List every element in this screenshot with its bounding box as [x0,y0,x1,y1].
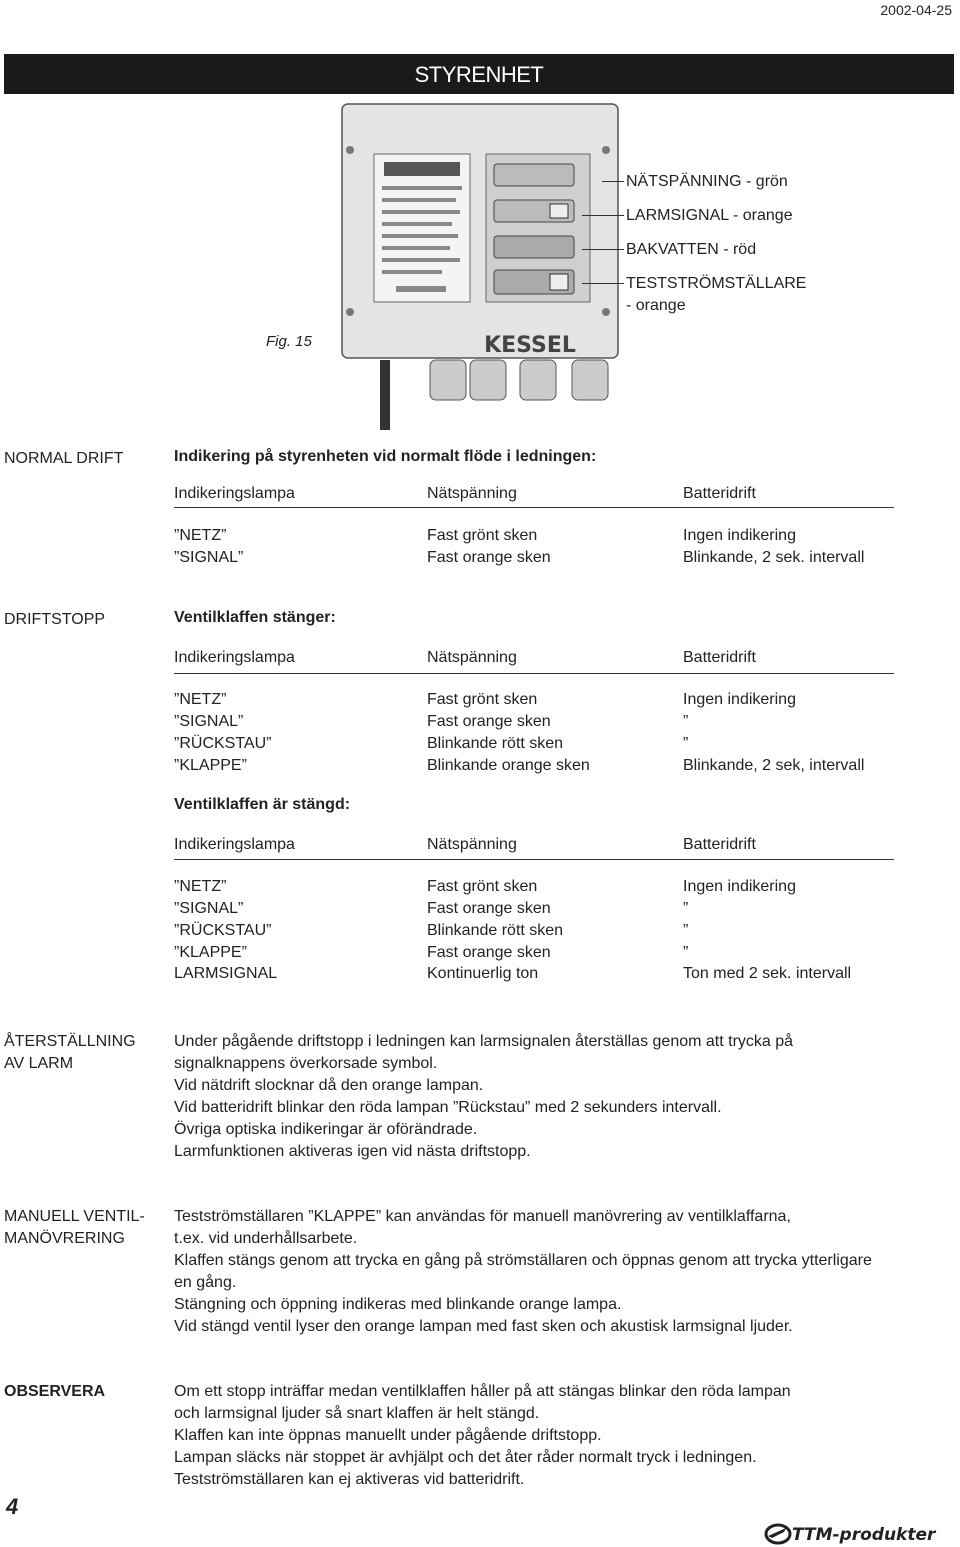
table-rule [174,673,894,674]
table-row: LARMSIGNAL Kontinuerlig ton Ton med 2 sek. intervall [174,965,852,982]
section-heading-normal: Indikering på styrenheten vid normalt flöde i ledningen: [174,448,597,465]
manual-paragraph: Testströmställaren ”KLAPPE” kan användas för manuell manövrering av ventilklaffarna, t.ex. vid underhållsarbete. Klaffen stängs genom att trycka en gång på strömställaren och öppnas genom att trycka ytterligare en gång. Stängning och öppning indikeras med blinkande orange lampa. Vid stängd ventil lyser den orange lampan med fast sken och akustisk larmsignal ljuder. [174,1208,872,1335]
table-row: ”KLAPPE” Fast orange sken ” [174,944,689,961]
ttm-logo [764,1520,958,1546]
table-header: Indikeringslampa Nätspänning Batteridrift [174,485,756,502]
page-title: STYRENHET [414,62,544,87]
table-row: ”KLAPPE” Blinkande orange sken Blinkande, 2 sek, intervall [174,757,865,774]
table-row: ”NETZ” Fast grönt sken Ingen indikering [174,527,796,544]
table-row: ”RÜCKSTAU” Blinkande rött sken ” [174,922,689,939]
section-label-stop: DRIFTSTOPP [4,611,106,628]
table-row: ”SIGNAL” Fast orange sken ” [174,900,689,917]
brand-logo: KESSEL [484,333,576,358]
callout-mains: NÄTSPÄNNING - grön [626,173,788,190]
section-label-manual: MANUELL VENTIL- MANÖVRERING [4,1208,145,1247]
table-rule [174,859,894,860]
section-heading-closed: Ventilklaffen är stängd: [174,796,351,813]
figure-caption: Fig. 15 [266,333,312,350]
table-rule [174,507,894,508]
table-row: ”SIGNAL” Fast orange sken Blinkande, 2 sek. intervall [174,549,865,566]
table-header: Indikeringslampa Nätspänning Batteridrift [174,649,756,666]
footer-logo-text: TTM-produkter [792,1525,936,1545]
control-unit-illustration [340,102,620,432]
section-heading-closing: Ventilklaffen stänger: [174,609,336,626]
table-row: ”NETZ” Fast grönt sken Ingen indikering [174,691,796,708]
reset-paragraph: Under pågående driftstopp i ledningen kan larmsignalen återställas genom att trycka på signalknappens överkorsade symbol. Vid nätdrift slocknar då den orange lampan. Vid batteridrift blinkar den röda lampan ”Rückstau” med 2 sekunders intervall. Övriga optiska indikeringar är oförändrade. Larmfunktionen aktiveras igen vid nästa driftstopp. [174,1033,794,1160]
callout-test-switch: TESTSTRÖMSTÄLLARE [626,275,807,292]
table-row: ”RÜCKSTAU” Blinkande rött sken ” [174,735,689,752]
callout-alarm: LARMSIGNAL - orange [626,207,793,224]
table-header: Indikeringslampa Nätspänning Batteridrift [174,836,756,853]
callout-test-switch-color: - orange [626,297,686,314]
section-label-note: OBSERVERA [4,1383,106,1400]
table-row: ”NETZ” Fast grönt sken Ingen indikering [174,878,796,895]
page-number: 4 [6,1494,19,1519]
document-date: 2002-04-25 [880,2,952,18]
callout-backwater: BAKVATTEN - röd [626,241,757,258]
title-banner [4,54,954,94]
section-label-reset: ÅTERSTÄLLNING AV LARM [4,1033,136,1072]
note-paragraph: Om ett stopp inträffar medan ventilklaffen håller på att stängas blinkar den röda lampan och larmsignal ljuder så snart klaffen är helt stängd. Klaffen kan inte öppnas manuellt under pågående driftstopp. Lampan släcks när stoppet är avhjälpt och det åter råder normalt tryck i ledningen. Testströmställaren kan ej aktiveras vid batteridrift. [174,1383,791,1488]
table-row: ”SIGNAL” Fast orange sken ” [174,713,689,730]
section-label-normal: NORMAL DRIFT [4,450,124,467]
